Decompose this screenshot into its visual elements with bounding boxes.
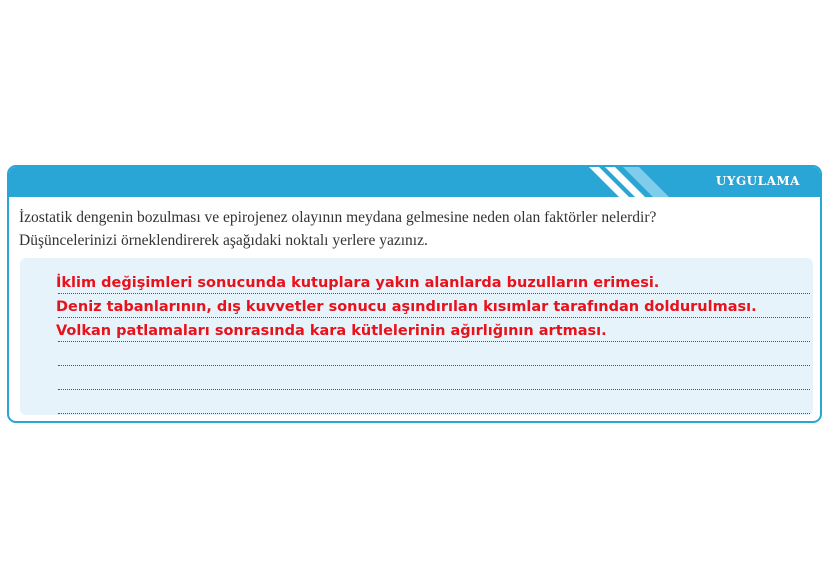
activity-card [7,165,822,423]
answer-text-1: İklim değişimleri sonucunda kutuplara yakın alanlarda buzulların erimesi. [56,275,660,291]
question-line-1: İzostatik dengenin bozulması ve epirojenez olayının meydana gelmesine neden olan faktörler nelerdir? [19,209,657,226]
question-text [19,206,819,252]
answer-area [20,258,813,415]
header-stripes-decoration [579,167,679,197]
dotted-answer-line [58,390,810,414]
section-label: UYGULAMA [715,174,800,188]
card-header [9,167,820,197]
answer-text-2: Deniz tabanlarının, dış kuvvetler sonucu aşındırılan kısımlar tarafından doldurulması. [56,299,757,315]
dotted-answer-line [58,366,810,390]
question-line-2: Düşüncelerinizi örneklendirerek aşağıdaki noktalı yerlere yazınız. [19,232,428,249]
answer-text-3: Volkan patlamaları sonrasında kara kütlelerinin ağırlığının artması. [56,323,607,339]
dotted-answer-line [58,342,810,366]
